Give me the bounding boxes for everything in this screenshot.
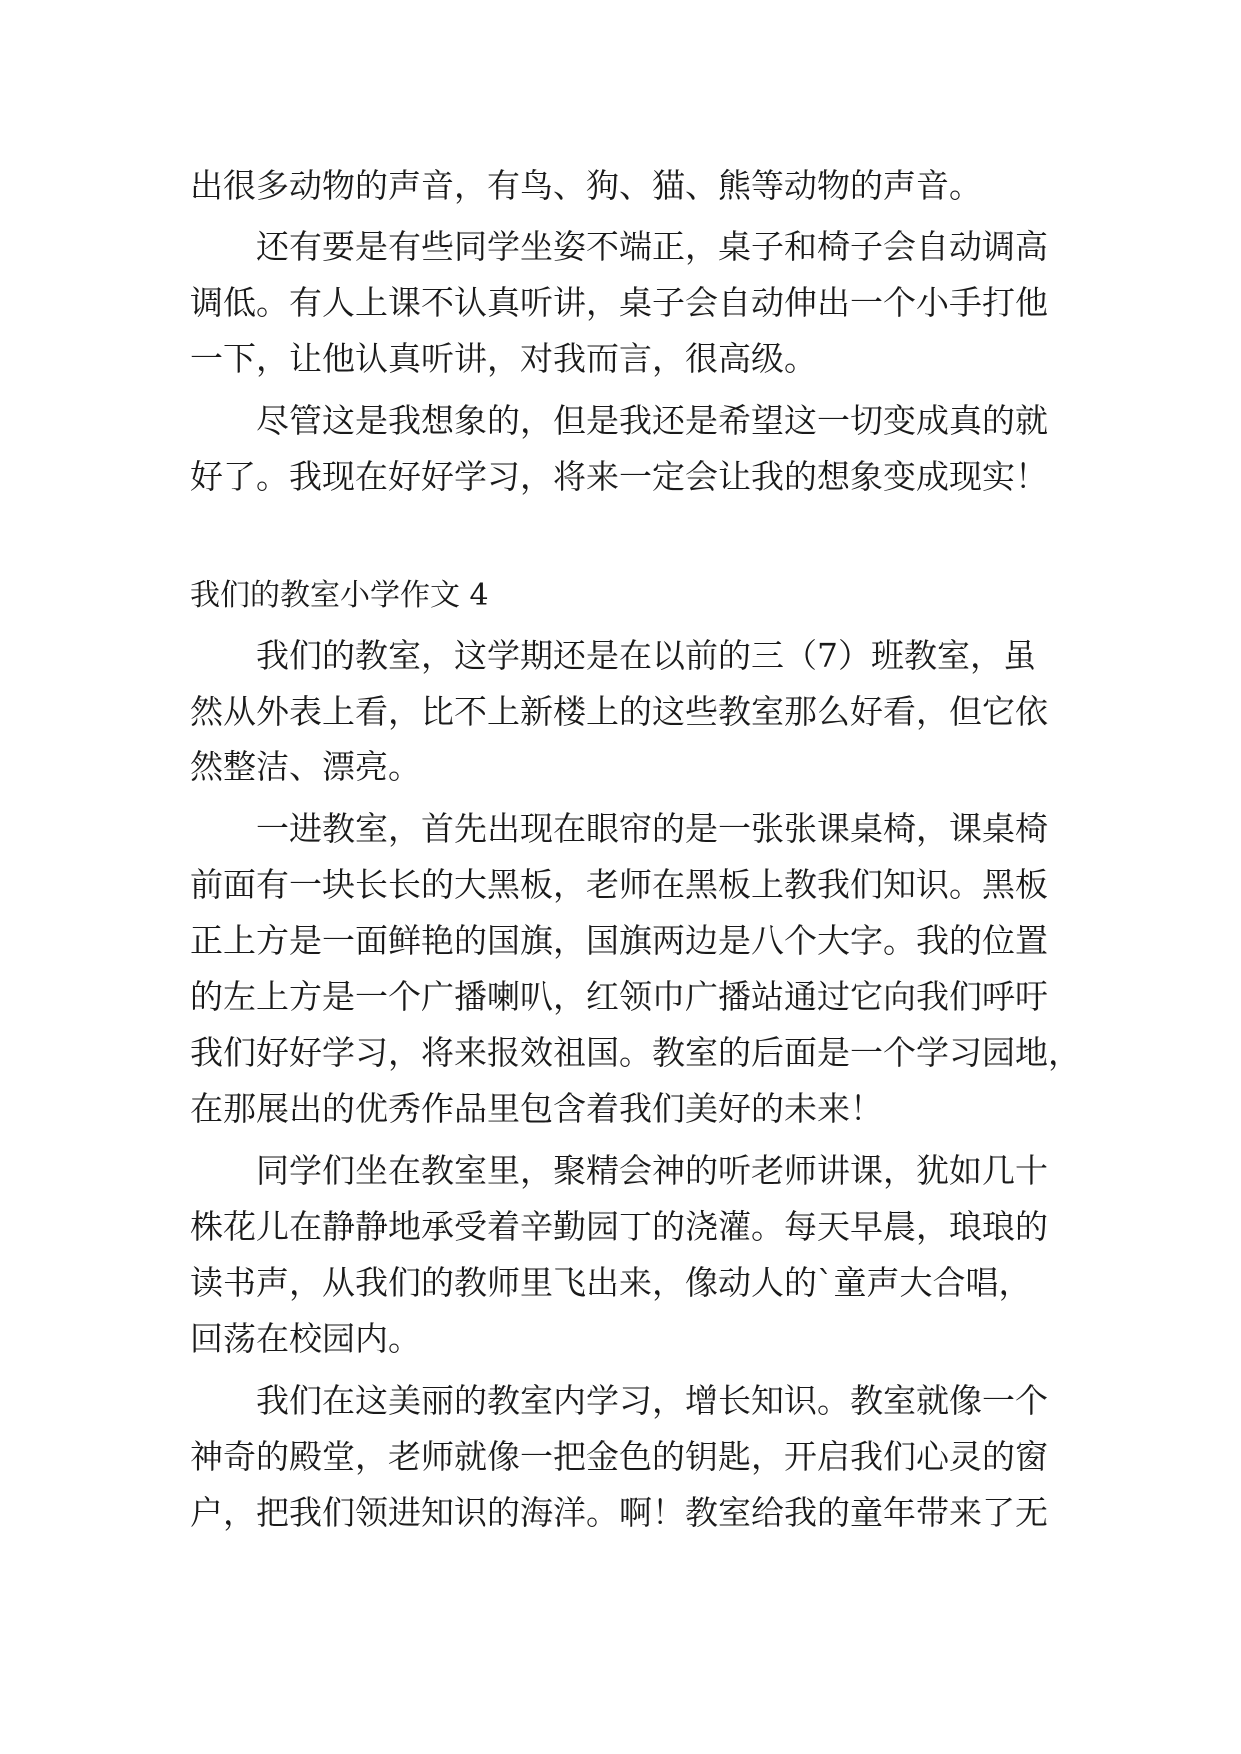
- text-line: 然从外表上看，比不上新楼上的这些教室那么好看，但它依: [190, 692, 1048, 731]
- paragraph-start: 同学们坐在教室里，聚精会神的听老师讲课，犹如几十: [256, 1151, 1048, 1190]
- text-line: 的左上方是一个广播喇叭，红领巾广播站通过它向我们呼吁: [190, 977, 1048, 1016]
- text-line: 正上方是一面鲜艳的国旗，国旗两边是八个大字。我的位置: [190, 921, 1048, 960]
- text-line: 在那展出的优秀作品里包含着我们美好的未来！: [190, 1089, 883, 1128]
- text-line: 株花儿在静静地承受着辛勤园丁的浇灌。每天早晨，琅琅的: [190, 1207, 1048, 1246]
- section-heading: 我们的教室小学作文 4: [190, 578, 489, 613]
- paragraph-start: 我们在这美丽的教室内学习，增长知识。教室就像一个: [256, 1381, 1048, 1420]
- text-line: 然整洁、漂亮。: [190, 747, 421, 786]
- text-line: 读书声，从我们的教师里飞出来，像动人的`童声大合唱，: [190, 1263, 1032, 1302]
- text-line: 前面有一块长长的大黑板，老师在黑板上教我们知识。黑板: [190, 865, 1048, 904]
- text-line: 出很多动物的声音，有鸟、狗、猫、熊等动物的声音。: [190, 166, 982, 205]
- paragraph-start: 尽管这是我想象的，但是我还是希望这一切变成真的就: [256, 401, 1048, 440]
- paragraph-start: 还有要是有些同学坐姿不端正，桌子和椅子会自动调高: [256, 227, 1048, 266]
- paragraph-start: 一进教室，首先出现在眼帘的是一张张课桌椅，课桌椅: [256, 809, 1048, 848]
- paragraph-start: 我们的教室，这学期还是在以前的三（7）班教室，虽: [256, 636, 1036, 675]
- text-line: 我们好好学习，将来报效祖国。教室的后面是一个学习园地，: [190, 1033, 1081, 1072]
- text-line: 好了。我现在好好学习，将来一定会让我的想象变成现实！: [190, 457, 1048, 496]
- text-line: 神奇的殿堂，老师就像一把金色的钥匙，开启我们心灵的窗: [190, 1437, 1048, 1476]
- text-line: 调低。有人上课不认真听讲，桌子会自动伸出一个小手打他: [190, 283, 1048, 322]
- text-line: 一下，让他认真听讲，对我而言，很高级。: [190, 339, 817, 378]
- text-line: 回荡在校园内。: [190, 1319, 421, 1358]
- text-line: 户，把我们领进知识的海洋。啊！教室给我的童年带来了无: [190, 1493, 1048, 1532]
